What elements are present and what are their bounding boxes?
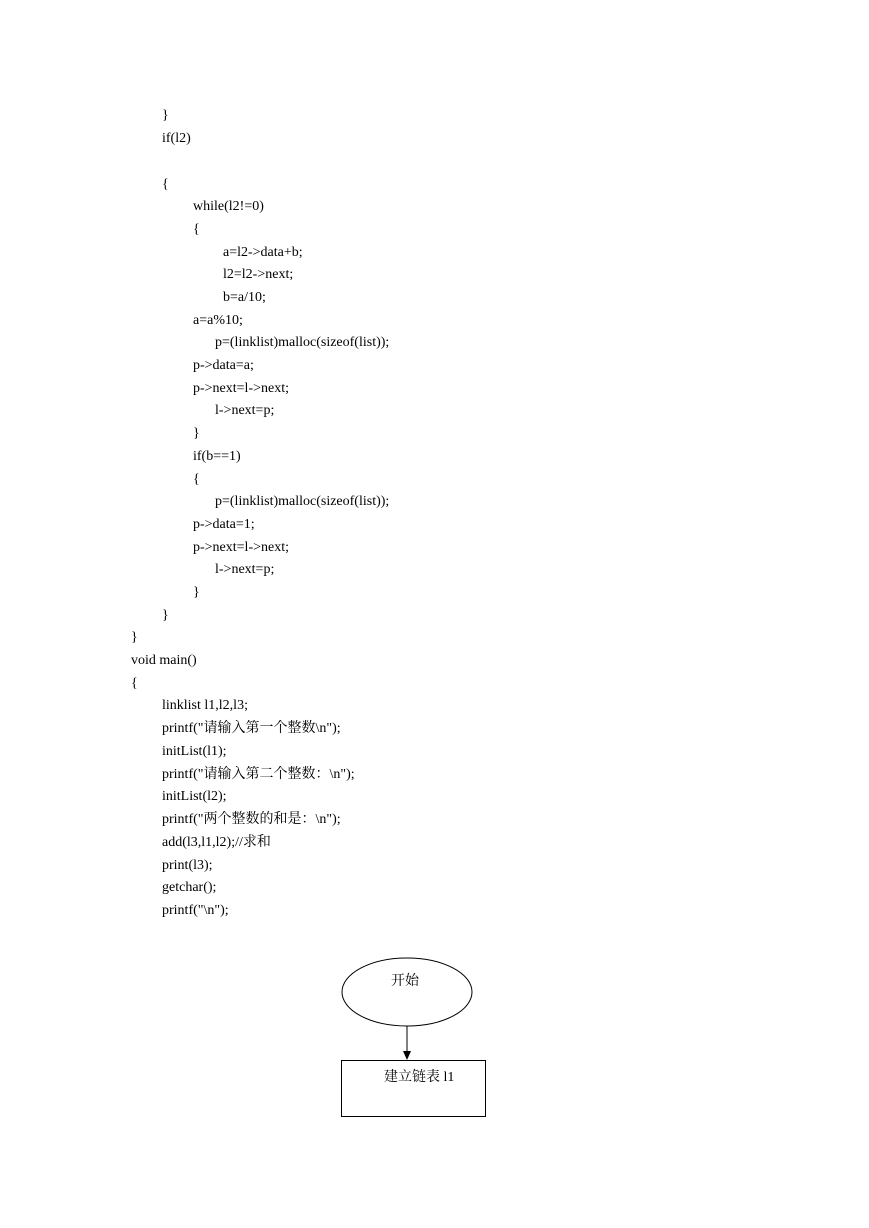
code-line: if(l2) [162,131,191,146]
start-node-label: 开始 [391,974,419,989]
code-line: printf("\n"); [162,903,229,918]
code-line: p->data=1; [193,517,255,532]
code-line: p->next=l->next; [193,381,289,396]
code-line: printf("两个整数的和是：\n"); [162,812,341,827]
code-line: { [193,472,200,487]
code-line: b=a/10; [223,290,266,305]
code-line: p=(linklist)malloc(sizeof(list)); [215,335,390,350]
code-line: void main() [131,653,197,668]
code-line: l2=l2->next; [223,267,294,282]
code-line: while(l2!=0) [193,199,264,214]
code-line: } [162,608,169,623]
code-line: initList(l1); [162,744,227,759]
code-line: linklist l1,l2,l3; [162,698,248,713]
code-line: a=l2->data+b; [223,245,303,260]
code-line: getchar(); [162,880,217,895]
code-line: p->next=l->next; [193,540,289,555]
code-line: { [131,676,138,691]
code-line: printf("请输入第二个整数：\n"); [162,767,355,782]
code-line: l->next=p; [215,562,275,577]
code-line: { [193,222,200,237]
code-line: } [162,108,169,123]
code-line: printf("请输入第一个整数\n"); [162,721,341,736]
code-line: { [162,177,169,192]
code-line: } [131,630,138,645]
code-line: print(l3); [162,858,213,873]
code-line: } [193,426,200,441]
code-line: l->next=p; [215,403,275,418]
code-line: p=(linklist)malloc(sizeof(list)); [215,494,390,509]
code-line: } [193,585,200,600]
code-line: add(l3,l1,l2);//求和 [162,835,271,850]
code-line: if(b==1) [193,449,241,464]
code-line: a=a%10; [193,313,243,328]
code-line: initList(l2); [162,789,227,804]
code-line: p->data=a; [193,358,254,373]
process-node-label: 建立链表 l1 [384,1070,455,1085]
flow-arrow-head [403,1051,411,1060]
start-node [342,958,472,1026]
